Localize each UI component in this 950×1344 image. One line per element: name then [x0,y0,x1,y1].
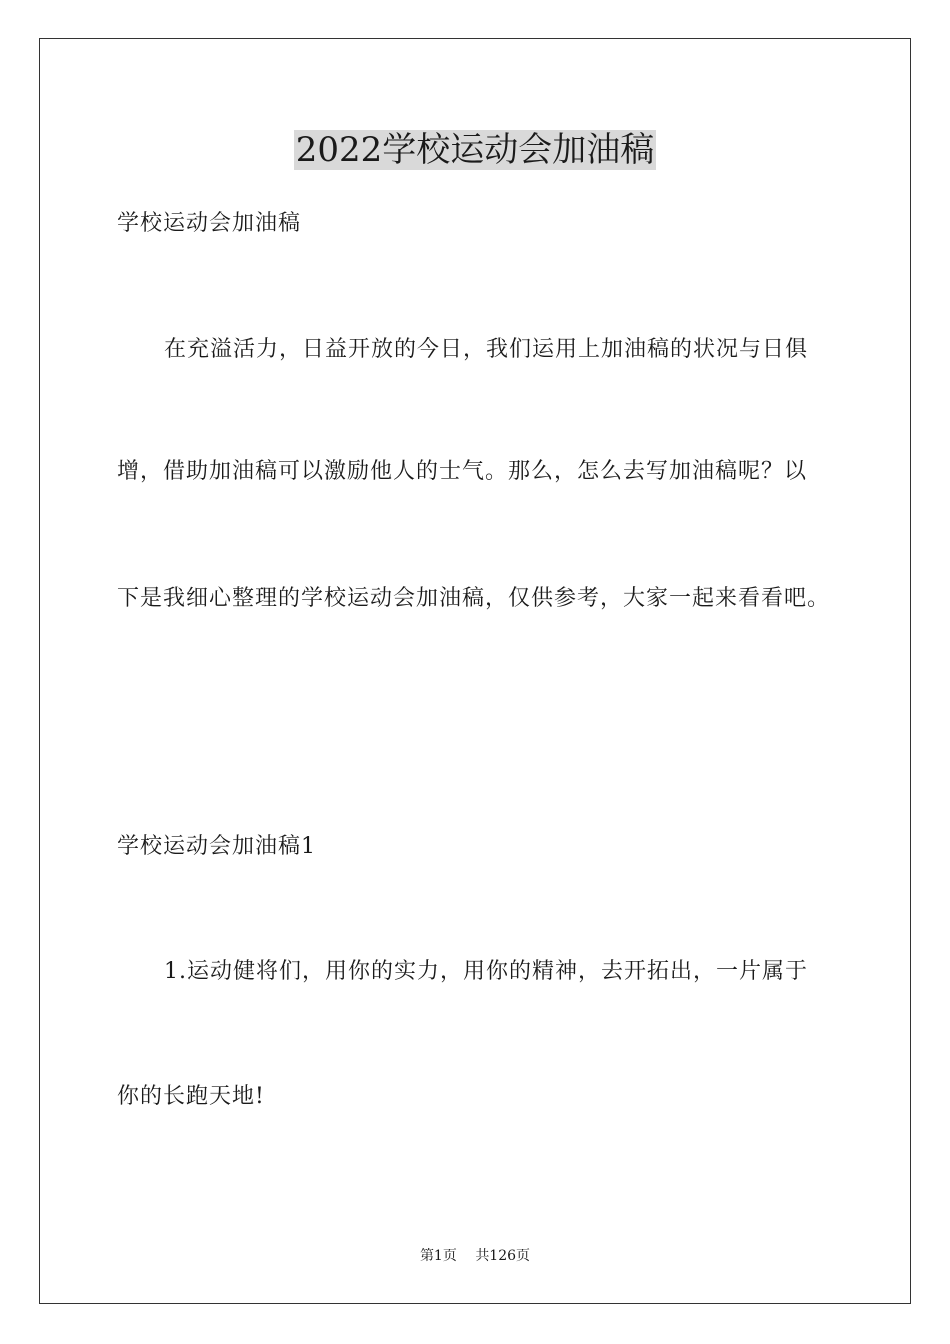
intro-line: 在充溢活力，日益开放的今日，我们运用上加油稿的状况与日俱 [164,337,809,362]
document-subtitle: 学校运动会加油稿 [117,211,302,236]
intro-line: 增，借助加油稿可以激励他人的士气。那么，怎么去写加油稿呢？以 [117,459,808,484]
section-heading: 学校运动会加油稿1 [117,834,316,859]
document-title-text: 2022学校运动会加油稿 [295,130,655,170]
page-footer [0,1246,950,1266]
intro-line: 下是我细心整理的学校运动会加油稿，仅供参考，大家一起来看看吧。 [117,586,831,611]
document-title [0,128,950,172]
list-item-line: 你的长跑天地! [117,1084,265,1109]
list-item-line: 1.运动健将们，用你的实力，用你的精神，去开拓出，一片属于 [164,959,808,984]
page-number: 第1页 [419,1248,457,1264]
page-total: 共126页 [475,1248,531,1264]
